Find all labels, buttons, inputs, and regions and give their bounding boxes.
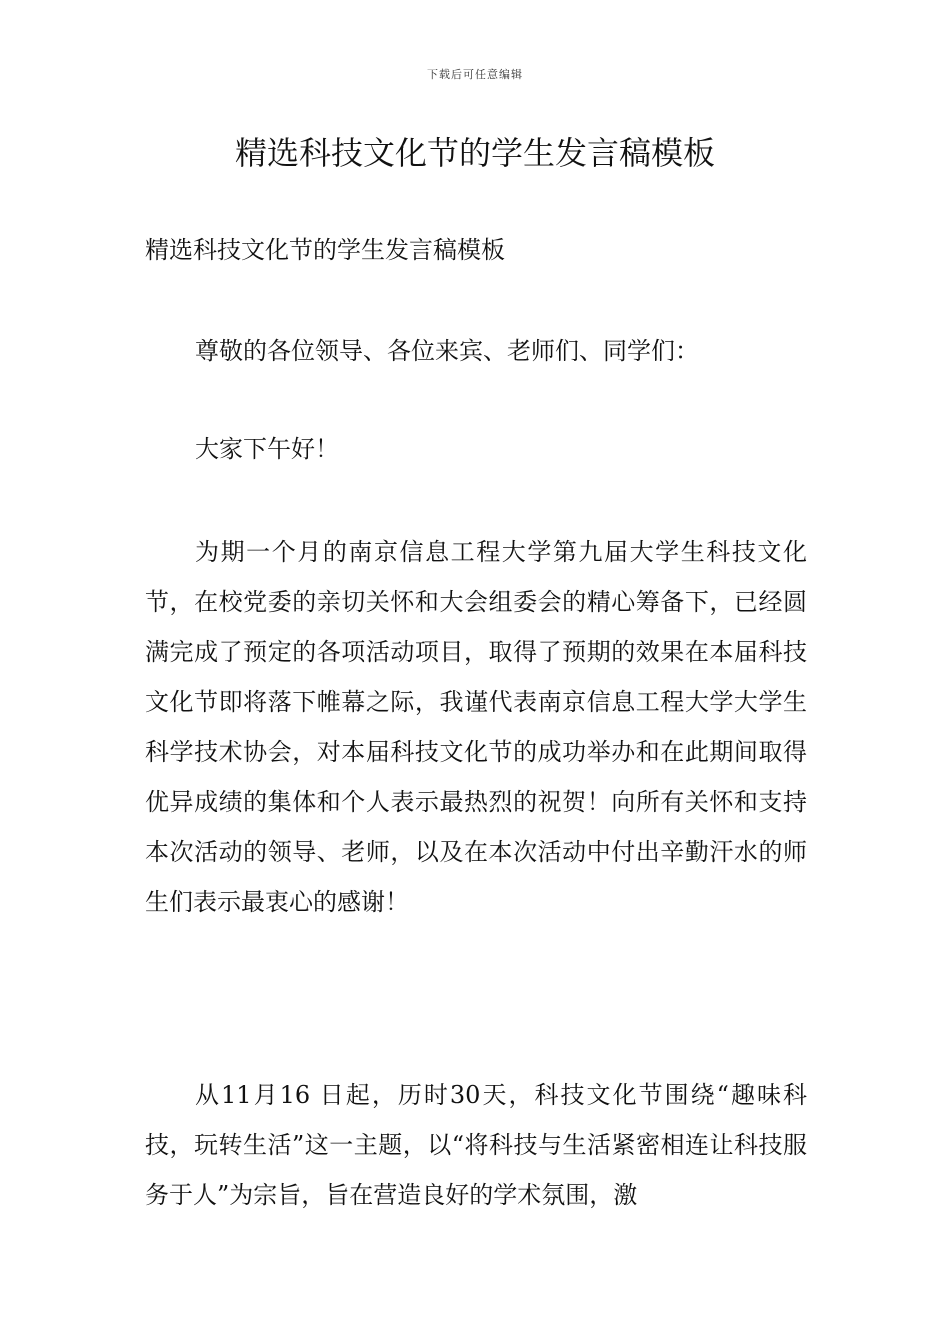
document-subtitle: 精选科技文化节的学生发言稿模板: [145, 236, 505, 264]
document-title: 精选科技文化节的学生发言稿模板: [234, 134, 715, 172]
paragraph-body-1: 为期一个月的南京信息工程大学第九届大学生科技文化节，在校党委的亲切关怀和大会组委会的精心筹备下，已经圆满完成了预定的各项活动项目，取得了预期的效果在本届科技文化节即将落下帷幕之际，我谨代表南京信息工程大学大学生科学技术协会，对本届科技文化节的成功举办和在此期间取得优异成绩的集体和个人表示最热烈的祝贺！向所有关怀和支持本次活动的领导、老师，以及在本次活动中付出辛勤汗水的师生们表示最衷心的感谢！: [145, 538, 807, 916]
paragraph-hello: 大家下午好！: [195, 435, 339, 463]
paragraph-greeting: 尊敬的各位领导、各位来宾、老师们、同学们：: [195, 337, 699, 365]
header-note: 下载后可任意编辑: [427, 68, 523, 81]
paragraph-body-2: 从11月16 日起，历时30天，科技文化节围绕“趣味科技，玩转生活”这一主题，以“将科技与生活紧密相连让科技服务于人”为宗旨，旨在营造良好的学术氛围，激: [145, 1081, 807, 1209]
